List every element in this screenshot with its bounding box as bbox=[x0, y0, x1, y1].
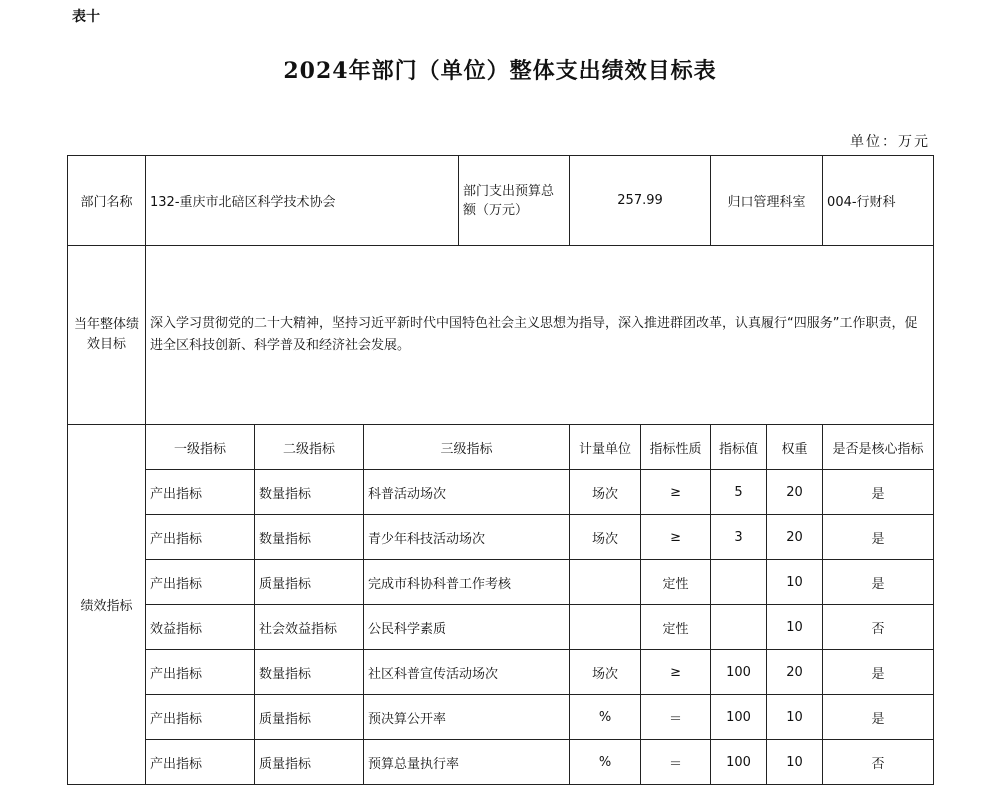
table-row bbox=[68, 515, 934, 560]
level2-cell: 质量指标 bbox=[255, 695, 364, 740]
value-cell: 3 bbox=[711, 515, 767, 560]
level2-cell: 数量指标 bbox=[255, 650, 364, 695]
value-cell: 100 bbox=[711, 695, 767, 740]
value-cell: 100 bbox=[711, 650, 767, 695]
header-level3: 三级指标 bbox=[364, 425, 570, 470]
nature-cell: ≥ bbox=[641, 515, 711, 560]
unit-cell: % bbox=[570, 695, 641, 740]
weight-cell: 20 bbox=[767, 515, 823, 560]
level1-cell: 产出指标 bbox=[146, 560, 255, 605]
level3-cell: 预算总量执行率 bbox=[364, 740, 570, 785]
budget-label: 部门支出预算总额（万元） bbox=[459, 156, 570, 246]
level3-cell: 社区科普宣传活动场次 bbox=[364, 650, 570, 695]
level3-cell: 完成市科协科普工作考核 bbox=[364, 560, 570, 605]
header-value: 指标值 bbox=[711, 425, 767, 470]
level1-cell: 产出指标 bbox=[146, 650, 255, 695]
table-row bbox=[68, 560, 934, 605]
goal-row bbox=[68, 246, 934, 425]
budget-value: 257.99 bbox=[570, 156, 711, 246]
unit-cell: 场次 bbox=[570, 470, 641, 515]
indicators-label: 绩效指标 bbox=[68, 425, 146, 785]
performance-table bbox=[67, 155, 934, 785]
core-cell: 是 bbox=[823, 560, 934, 605]
header-unit: 计量单位 bbox=[570, 425, 641, 470]
level2-cell: 社会效益指标 bbox=[255, 605, 364, 650]
nature-cell: 定性 bbox=[641, 605, 711, 650]
indicator-header-row bbox=[68, 425, 934, 470]
level2-cell: 质量指标 bbox=[255, 560, 364, 605]
weight-cell: 20 bbox=[767, 650, 823, 695]
unit-cell: 场次 bbox=[570, 515, 641, 560]
nature-cell: 定性 bbox=[641, 560, 711, 605]
unit-cell bbox=[570, 605, 641, 650]
unit-label: 单位：万元 bbox=[850, 134, 930, 150]
core-cell: 是 bbox=[823, 470, 934, 515]
value-cell: 5 bbox=[711, 470, 767, 515]
level1-cell: 产出指标 bbox=[146, 470, 255, 515]
weight-cell: 10 bbox=[767, 695, 823, 740]
unit-cell: 场次 bbox=[570, 650, 641, 695]
value-cell bbox=[711, 560, 767, 605]
nature-cell: ＝ bbox=[641, 695, 711, 740]
header-core: 是否是核心指标 bbox=[823, 425, 934, 470]
level3-cell: 预决算公开率 bbox=[364, 695, 570, 740]
value-cell bbox=[711, 605, 767, 650]
table-row bbox=[68, 650, 934, 695]
level2-cell: 数量指标 bbox=[255, 515, 364, 560]
nature-cell: ＝ bbox=[641, 740, 711, 785]
level3-cell: 科普活动场次 bbox=[364, 470, 570, 515]
level1-cell: 产出指标 bbox=[146, 740, 255, 785]
mgmt-office-value: 004-行财科 bbox=[823, 156, 934, 246]
goal-label: 当年整体绩效目标 bbox=[68, 246, 146, 425]
weight-cell: 10 bbox=[767, 560, 823, 605]
page-title: 2024年部门（单位）整体支出绩效目标表 bbox=[283, 58, 717, 84]
core-cell: 是 bbox=[823, 515, 934, 560]
core-cell: 是 bbox=[823, 650, 934, 695]
level2-cell: 数量指标 bbox=[255, 470, 364, 515]
weight-cell: 20 bbox=[767, 470, 823, 515]
nature-cell: ≥ bbox=[641, 650, 711, 695]
level3-cell: 青少年科技活动场次 bbox=[364, 515, 570, 560]
core-cell: 否 bbox=[823, 740, 934, 785]
mgmt-office-label: 归口管理科室 bbox=[711, 156, 823, 246]
core-cell: 是 bbox=[823, 695, 934, 740]
dept-info-row bbox=[68, 156, 934, 246]
level3-cell: 公民科学素质 bbox=[364, 605, 570, 650]
dept-name-label: 部门名称 bbox=[68, 156, 146, 246]
dept-name-value: 132-重庆市北碚区科学技术协会 bbox=[146, 156, 459, 246]
unit-cell bbox=[570, 560, 641, 605]
table-row bbox=[68, 695, 934, 740]
level1-cell: 产出指标 bbox=[146, 695, 255, 740]
value-cell: 100 bbox=[711, 740, 767, 785]
unit-cell: % bbox=[570, 740, 641, 785]
table-row bbox=[68, 470, 934, 515]
level1-cell: 效益指标 bbox=[146, 605, 255, 650]
header-weight: 权重 bbox=[767, 425, 823, 470]
weight-cell: 10 bbox=[767, 605, 823, 650]
document-tag: 表十 bbox=[72, 9, 100, 25]
level2-cell: 质量指标 bbox=[255, 740, 364, 785]
core-cell: 否 bbox=[823, 605, 934, 650]
nature-cell: ≥ bbox=[641, 470, 711, 515]
header-nature: 指标性质 bbox=[641, 425, 711, 470]
weight-cell: 10 bbox=[767, 740, 823, 785]
table-row bbox=[68, 605, 934, 650]
header-level1: 一级指标 bbox=[146, 425, 255, 470]
header-level2: 二级指标 bbox=[255, 425, 364, 470]
table-row bbox=[68, 740, 934, 785]
goal-text: 深入学习贯彻党的二十大精神，坚持习近平新时代中国特色社会主义思想为指导，深入推进群团改革，认真履行“四服务”工作职责，促进全区科技创新、科学普及和经济社会发展。 bbox=[146, 246, 934, 425]
level1-cell: 产出指标 bbox=[146, 515, 255, 560]
